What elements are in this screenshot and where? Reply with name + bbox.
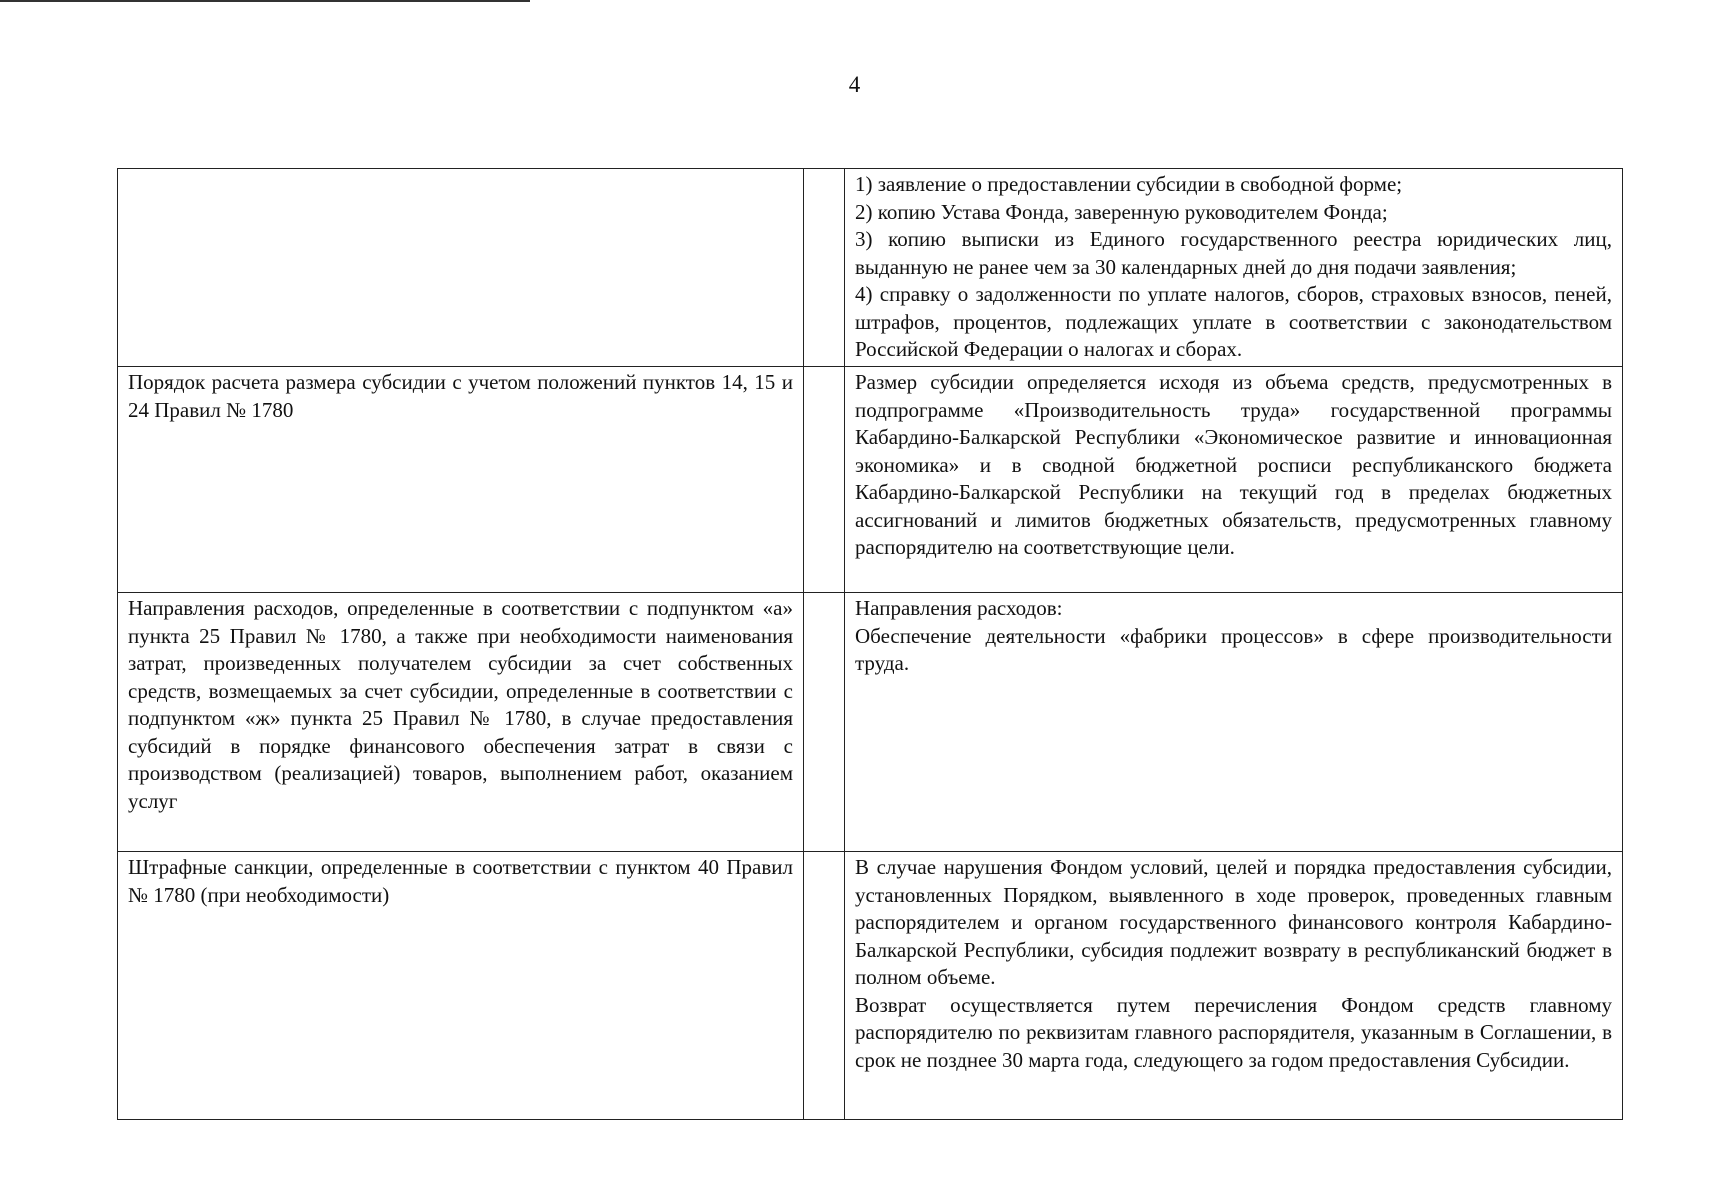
page-number: 4 [848,72,861,97]
scan-edge-line [0,0,530,2]
row-4-right-cell [845,852,1623,1120]
subsidy-calculation-label: Порядок расчета размера субсидии с учетом положений пунктов 14, 15 и 24 Правил № 1780 [128,370,793,422]
row-3-left-cell [118,593,804,852]
row-4-gap-cell [804,852,845,1120]
table-row [118,367,1623,593]
document-list-item-3: 3) копию выписки из Единого государственного реестра юридических лиц, выданную не ранее чем за 30 календарных дней до дня подачи заявления; [855,227,1612,279]
row-1-left-cell [118,169,804,367]
row-2-right-cell [845,367,1623,593]
table-row [118,593,1623,852]
expense-directions-text: Обеспечение деятельности «фабрики процессов» в сфере производительности труда. [855,623,1612,675]
requirements-table-wrapper [117,168,1619,1119]
penalties-label: Штрафные санкции, определенные в соответствии с пунктом 40 Правил № 1780 (при необходимости) [128,855,793,907]
expense-directions-heading: Направления расходов: [855,596,1063,620]
subsidy-calculation-text: Размер субсидии определяется исходя из объема средств, предусмотренных в подпрограмме «Производительность труда» государственной программы Кабардино-Балкарской Республики «Экономическое развитие и инновационная экономика» и в сводной бюджетной росписи республиканского бюджета Кабардино-Балкарской Республики на текущий год в пределах бюджетных ассигнований и лимитов бюджетных обязательств, предусмотренных главному распорядителю на соответствующие цели. [855,370,1612,559]
document-list-item-4: 4) справку о задолженности по уплате налогов, сборов, страховых взносов, пеней, штрафов, процентов, подлежащих уплате в соответствии с законодательством Российской Федерации о налогах и сборах. [855,282,1612,361]
row-3-gap-cell [804,593,845,852]
row-1-gap-cell [804,169,845,367]
requirements-table [117,168,1623,1120]
row-4-left-cell [118,852,804,1120]
row-1-right-cell [845,169,1623,367]
row-2-left-cell [118,367,804,593]
expense-directions-label: Направления расходов, определенные в соответствии с подпунктом «а» пункта 25 Правил № 1780, а также при необходимости наименования затрат, произведенных получателем субсидии за счет собственных средств, возмещаемых за счет субсидии, определенные в соответствии с подпунктом «ж» пункта 25 Правил № 1780, в случае предоставления субсидий в порядке финансового обеспечения затрат в связи с производством (реализацией) товаров, выполнением работ, оказанием услуг [128,596,793,813]
row-2-gap-cell [804,367,845,593]
table-row [118,852,1623,1120]
penalties-text: В случае нарушения Фондом условий, целей и порядка предоставления субсидии, установленных Порядком, выявленного в ходе проверок, проведенных главным распорядителем и органом государственного финансового контроля Кабардино-Балкарской Республики, субсидия подлежит возврату в республиканский бюджет в полном объеме. [855,855,1612,989]
document-list-item-1: 1) заявление о предоставлении субсидии в свободной форме; [855,172,1403,196]
refund-procedure-text: Возврат осуществляется путем перечисления Фондом средств главному распорядителю по реквизитам главного распорядителя, указанным в Соглашении, в срок не позднее 30 марта года, следующего за годом предоставления Субсидии. [855,992,1612,1072]
table-row [118,169,1623,367]
row-3-right-cell [845,593,1623,852]
document-list-item-2: 2) копию Устава Фонда, заверенную руководителем Фонда; [855,199,1388,224]
